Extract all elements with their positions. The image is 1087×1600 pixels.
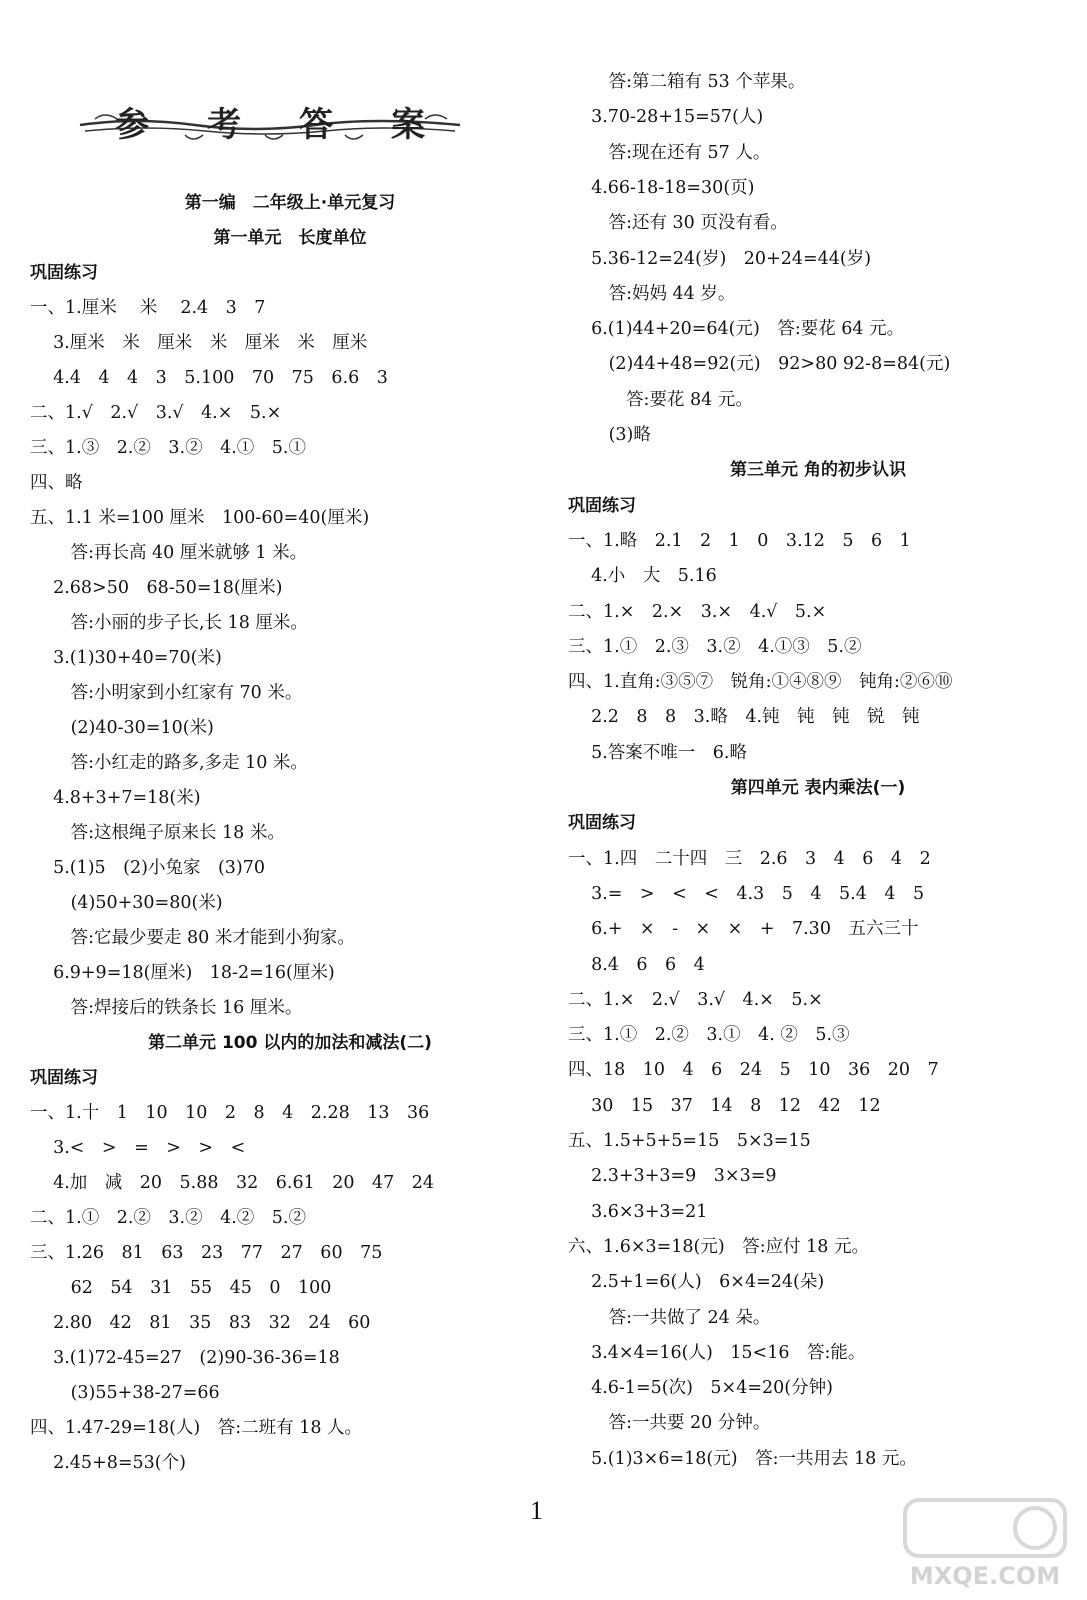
answer-line: 2.68>50 68-50=18(厘米): [30, 578, 283, 598]
answer-line: 答:小明家到小红家有 70 米。: [30, 683, 303, 703]
answer-line: 8.4 6 6 4: [568, 954, 705, 975]
answer-line: 二、1.× 2.√ 3.√ 4.× 5.×: [568, 989, 823, 1010]
section-heading: 第一编 二年级上·单元复习: [184, 193, 396, 213]
answer-line: 答:要花 84 元。: [568, 389, 753, 410]
watermark-text: MXQE.COM: [909, 1562, 1061, 1590]
answer-line: 62 54 31 55 45 0 100: [30, 1278, 332, 1298]
answer-line: 四、略: [30, 473, 83, 493]
section-heading: 巩固练习: [568, 813, 636, 834]
answer-line: 四、1.47-29=18(人) 答:二班有 18 人。: [30, 1418, 363, 1438]
answer-line: 答:还有 30 页没有看。: [568, 213, 788, 234]
answer-line: 五、1.1 米=100 厘米 100-60=40(厘米): [30, 508, 370, 528]
answer-line: 一、1.十 1 10 10 2 8 4 2.28 13 36: [30, 1103, 430, 1123]
answer-line: 二、1.√ 2.√ 3.√ 4.× 5.×: [30, 403, 282, 423]
answer-line: 3.(1)30+40=70(米): [30, 648, 222, 668]
answer-line: 三、1.26 81 63 23 77 27 60 75: [30, 1243, 383, 1263]
answer-line: 3.< > = > > <: [30, 1138, 246, 1158]
answer-line: 三、1.① 2.③ 3.② 4.①③ 5.②: [568, 636, 862, 657]
answer-line: 一、1.略 2.1 2 1 0 3.12 5 6 1: [568, 530, 911, 551]
answer-line: 2.3+3+3=9 3×3=9: [568, 1166, 777, 1187]
answer-line: 二、1.× 2.× 3.× 4.√ 5.×: [568, 601, 827, 622]
answer-line: 一、1.厘米 米 2.4 3 7: [30, 298, 266, 318]
answer-line: 4.小 大 5.16: [568, 566, 717, 587]
answer-line: 答:再长高 40 厘米就够 1 米。: [30, 543, 308, 563]
answer-line: 二、1.① 2.② 3.② 4.② 5.②: [30, 1208, 306, 1228]
answer-line: 5.36-12=24(岁) 20+24=44(岁): [568, 248, 872, 269]
answer-line: 答:这根绳子原来长 18 米。: [30, 823, 285, 843]
answer-line: 四、18 10 4 6 24 5 10 36 20 7: [568, 1060, 939, 1081]
section-heading: 第四单元 表内乘法(一): [730, 778, 906, 798]
answer-line: 3.6×3+3=21: [568, 1201, 708, 1222]
answer-line: (4)50+30=80(米): [30, 893, 223, 913]
answer-line: 六、1.6×3=18(元) 答:应付 18 元。: [568, 1236, 870, 1257]
section-heading: 第一单元 长度单位: [213, 228, 367, 248]
page-title: [115, 97, 425, 146]
answer-line: 答:一共要 20 分钟。: [568, 1413, 771, 1434]
answer-line: 答:小丽的步子长,长 18 厘米。: [30, 613, 308, 633]
section-heading: 第三单元 角的初步认识: [730, 460, 906, 481]
answer-line: 4.6-1=5(次) 5×4=20(分钟): [568, 1378, 833, 1399]
answer-line: (2)44+48=92(元) 92>80 92-8=84(元): [568, 354, 951, 375]
answer-line: 5.答案不唯一 6.略: [568, 742, 747, 763]
answer-line: (2)40-30=10(米): [30, 718, 214, 738]
title-char: 考: [207, 105, 241, 145]
page-title-banner: [75, 95, 465, 155]
section-heading: 第二单元 100 以内的加法和减法(二): [148, 1033, 432, 1053]
page-number: 1: [530, 1496, 543, 1525]
answer-line: 5.(1)3×6=18(元) 答:一共用去 18 元。: [568, 1448, 917, 1469]
answer-line: 答:妈妈 44 岁。: [568, 283, 736, 304]
answer-line: 4.加 减 20 5.88 32 6.61 20 47 24: [30, 1173, 435, 1193]
watermark-logo: [895, 1492, 1075, 1592]
answer-line: 3.70-28+15=57(人): [568, 107, 764, 128]
section-heading: 巩固练习: [30, 263, 98, 283]
watermark-icon: [895, 1492, 1075, 1562]
answer-line: 4.4 4 4 3 5.100 70 75 6.6 3: [30, 368, 388, 388]
answer-line: 30 15 37 14 8 12 42 12: [568, 1095, 881, 1116]
answer-line: 3.4×4=16(人) 15<16 答:能。: [568, 1342, 866, 1363]
title-char: 案: [391, 105, 425, 145]
answer-line: 答:小红走的路多,多走 10 米。: [30, 753, 308, 773]
title-char: 参: [115, 105, 149, 145]
answer-line: 答:一共做了 24 朵。: [568, 1307, 771, 1328]
answer-line: 答:焊接后的铁条长 16 厘米。: [30, 998, 303, 1018]
answer-line: 3.= > < < 4.3 5 4 5.4 4 5: [568, 883, 925, 904]
answer-line: 答:它最少要走 80 米才能到小狗家。: [30, 928, 355, 948]
answer-line: 四、1.直角:③⑤⑦ 锐角:①④⑧⑨ 钝角:②⑥⑩: [568, 672, 953, 693]
answer-line: 一、1.四 二十四 三 2.6 3 4 6 4 2: [568, 848, 931, 869]
answer-line: 2.45+8=53(个): [30, 1453, 186, 1473]
answer-line: 4.66-18-18=30(页): [568, 177, 755, 198]
section-heading: 巩固练习: [30, 1068, 98, 1088]
answer-line: 三、1.① 2.② 3.① 4. ② 5.③: [568, 1025, 850, 1046]
answer-line: 5.(1)5 (2)小兔家 (3)70: [30, 858, 266, 878]
answer-line: 答:第二箱有 53 个苹果。: [568, 72, 806, 92]
title-char: 答: [299, 105, 333, 145]
answer-line: 三、1.③ 2.② 3.② 4.① 5.①: [30, 438, 306, 458]
section-heading: 巩固练习: [568, 495, 636, 516]
answer-line: 3.(1)72-45=27 (2)90-36-36=18: [30, 1348, 340, 1368]
answer-line: 2.2 8 8 3.略 4.钝 钝 钝 锐 钝: [568, 707, 920, 728]
answer-line: 3.厘米 米 厘米 米 厘米 米 厘米: [30, 333, 368, 353]
answer-line: 6.(1)44+20=64(元) 答:要花 64 元。: [568, 319, 905, 340]
answer-line: 4.8+3+7=18(米): [30, 788, 201, 808]
answer-line: 6.9+9=18(厘米) 18-2=16(厘米): [30, 963, 335, 983]
answer-line: 五、1.5+5+5=15 5×3=15: [568, 1131, 811, 1151]
answer-line: (3)55+38-27=66: [30, 1383, 220, 1403]
answer-line: 答:现在还有 57 人。: [568, 142, 771, 163]
answer-line: 2.5+1=6(人) 6×4=24(朵): [568, 1272, 825, 1293]
answer-line: (3)略: [568, 425, 651, 445]
answer-line: 2.80 42 81 35 83 32 24 60: [30, 1313, 371, 1333]
answer-line: 6.+ × - × × + 7.30 五六三十: [568, 919, 919, 940]
